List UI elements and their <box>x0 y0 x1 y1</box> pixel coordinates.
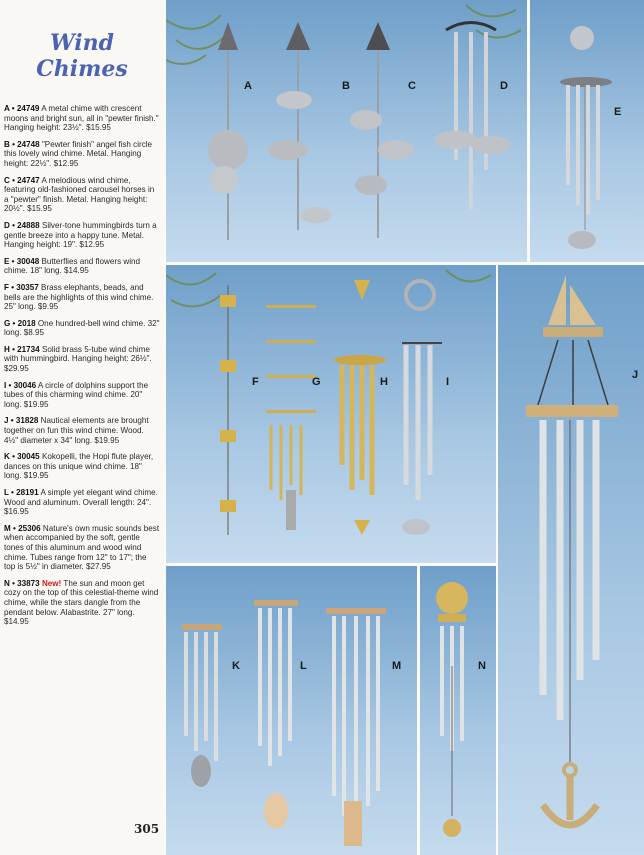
label-e: E <box>614 106 622 118</box>
product-entry-i: I • 30046 A circle of dolphins support the tubes of this charming wind chime. 20" long. $19.95 <box>4 380 149 409</box>
photo-panel-j <box>498 265 644 855</box>
label-i: I <box>446 376 450 388</box>
chime-n-illustration <box>420 566 496 855</box>
label-l: L <box>300 660 307 672</box>
product-entry-f: F • 30357 Brass elephants, beads, and bells are the highlights of this wind chime. 25" long. $9.95 <box>4 282 154 312</box>
title-line-2: Chimes <box>36 56 128 82</box>
product-entry-e: E • 30048 Butterflies and flowers wind chime. 18" long. $14.95 <box>4 256 141 276</box>
label-k: K <box>232 660 240 672</box>
product-list <box>4 104 160 634</box>
product-entry-n: N • 33873 New! The sun and moon get cozy on the top of this celestial-theme wind chime, while the stars dangle from the pendant below. Alabastrite. 27" long. $14.95 <box>4 578 159 627</box>
photo-panel-e <box>530 0 644 262</box>
label-h: H <box>380 376 388 388</box>
product-entry-b: B • 24748 "Pewter finish" angel fish circle this lovely wind chime. Metal. Hanging height: 22½". $12.95 <box>4 139 153 168</box>
product-entry-g: G • 2018 One hundred-bell wind chime. 32" long. $8.95 <box>4 318 160 338</box>
description-column <box>0 0 164 855</box>
chime-j-illustration <box>498 265 644 855</box>
page-title <box>0 30 164 82</box>
photo-panel-n <box>420 566 496 855</box>
label-n: N <box>478 660 486 672</box>
product-entry-k: K • 30045 Kokopelli, the Hopi flute player, dances on this unique wind chime. 18" long. $19.95 <box>4 452 154 481</box>
product-entry-d: D • 24888 Silver-tone hummingbirds turn a gentle breeze into a happy tune. Metal. Hanging height: 19". $12.95 <box>4 220 157 250</box>
chime-e-illustration <box>530 0 644 262</box>
label-c: C <box>408 80 416 92</box>
label-d: D <box>500 80 508 92</box>
label-f: F <box>252 376 259 388</box>
chimes-a-d-illustration <box>166 0 527 262</box>
product-entry-c: C • 24747 A melodious wind chime, featuring old-fashioned carousel horses in a "pewter" finish. Metal. Hanging height: 20½". $15.95 <box>4 175 155 214</box>
label-m: M <box>392 660 402 672</box>
photo-panel-f-i <box>166 265 496 563</box>
label-a: A <box>244 80 252 92</box>
title-line-1: Wind <box>49 30 115 56</box>
page-number: 305 <box>134 822 160 836</box>
product-entry-j: J • 31828 Nautical elements are brought together on fun this wind chime. Wood. 4½" diameter x 34" long. $19.95 <box>4 416 149 445</box>
label-j: J <box>632 369 639 381</box>
new-badge: New! <box>41 578 62 588</box>
product-entry-l: L • 28191 A simple yet elegant wind chime. Wood and aluminum. Overall length: 24". $16.95 <box>4 488 158 517</box>
product-entry-a: A • 24749 A metal chime with crescent moons and bright sun, all in "pewter finish." Hanging height: 23½". $15.95 <box>4 104 159 133</box>
photo-panel-k-m <box>166 566 417 855</box>
photo-panel-a-d <box>166 0 527 262</box>
chimes-k-m-illustration <box>166 566 417 855</box>
chimes-f-i-illustration <box>166 265 496 563</box>
label-g: G <box>312 376 321 388</box>
product-entry-m: M • 25306 Nature's own music sounds best when accompanied by the soft, gentle tones of this aluminum and wood wind chime. Tubes range from 12" to 17"; the top is 5½" in diameter. $27.95 <box>4 523 160 572</box>
label-b: B <box>342 80 350 92</box>
product-entry-h: H • 21734 Solid brass 5-tube wind chime with hummingbird. Hanging height: 26½". $29.95 <box>4 344 152 374</box>
